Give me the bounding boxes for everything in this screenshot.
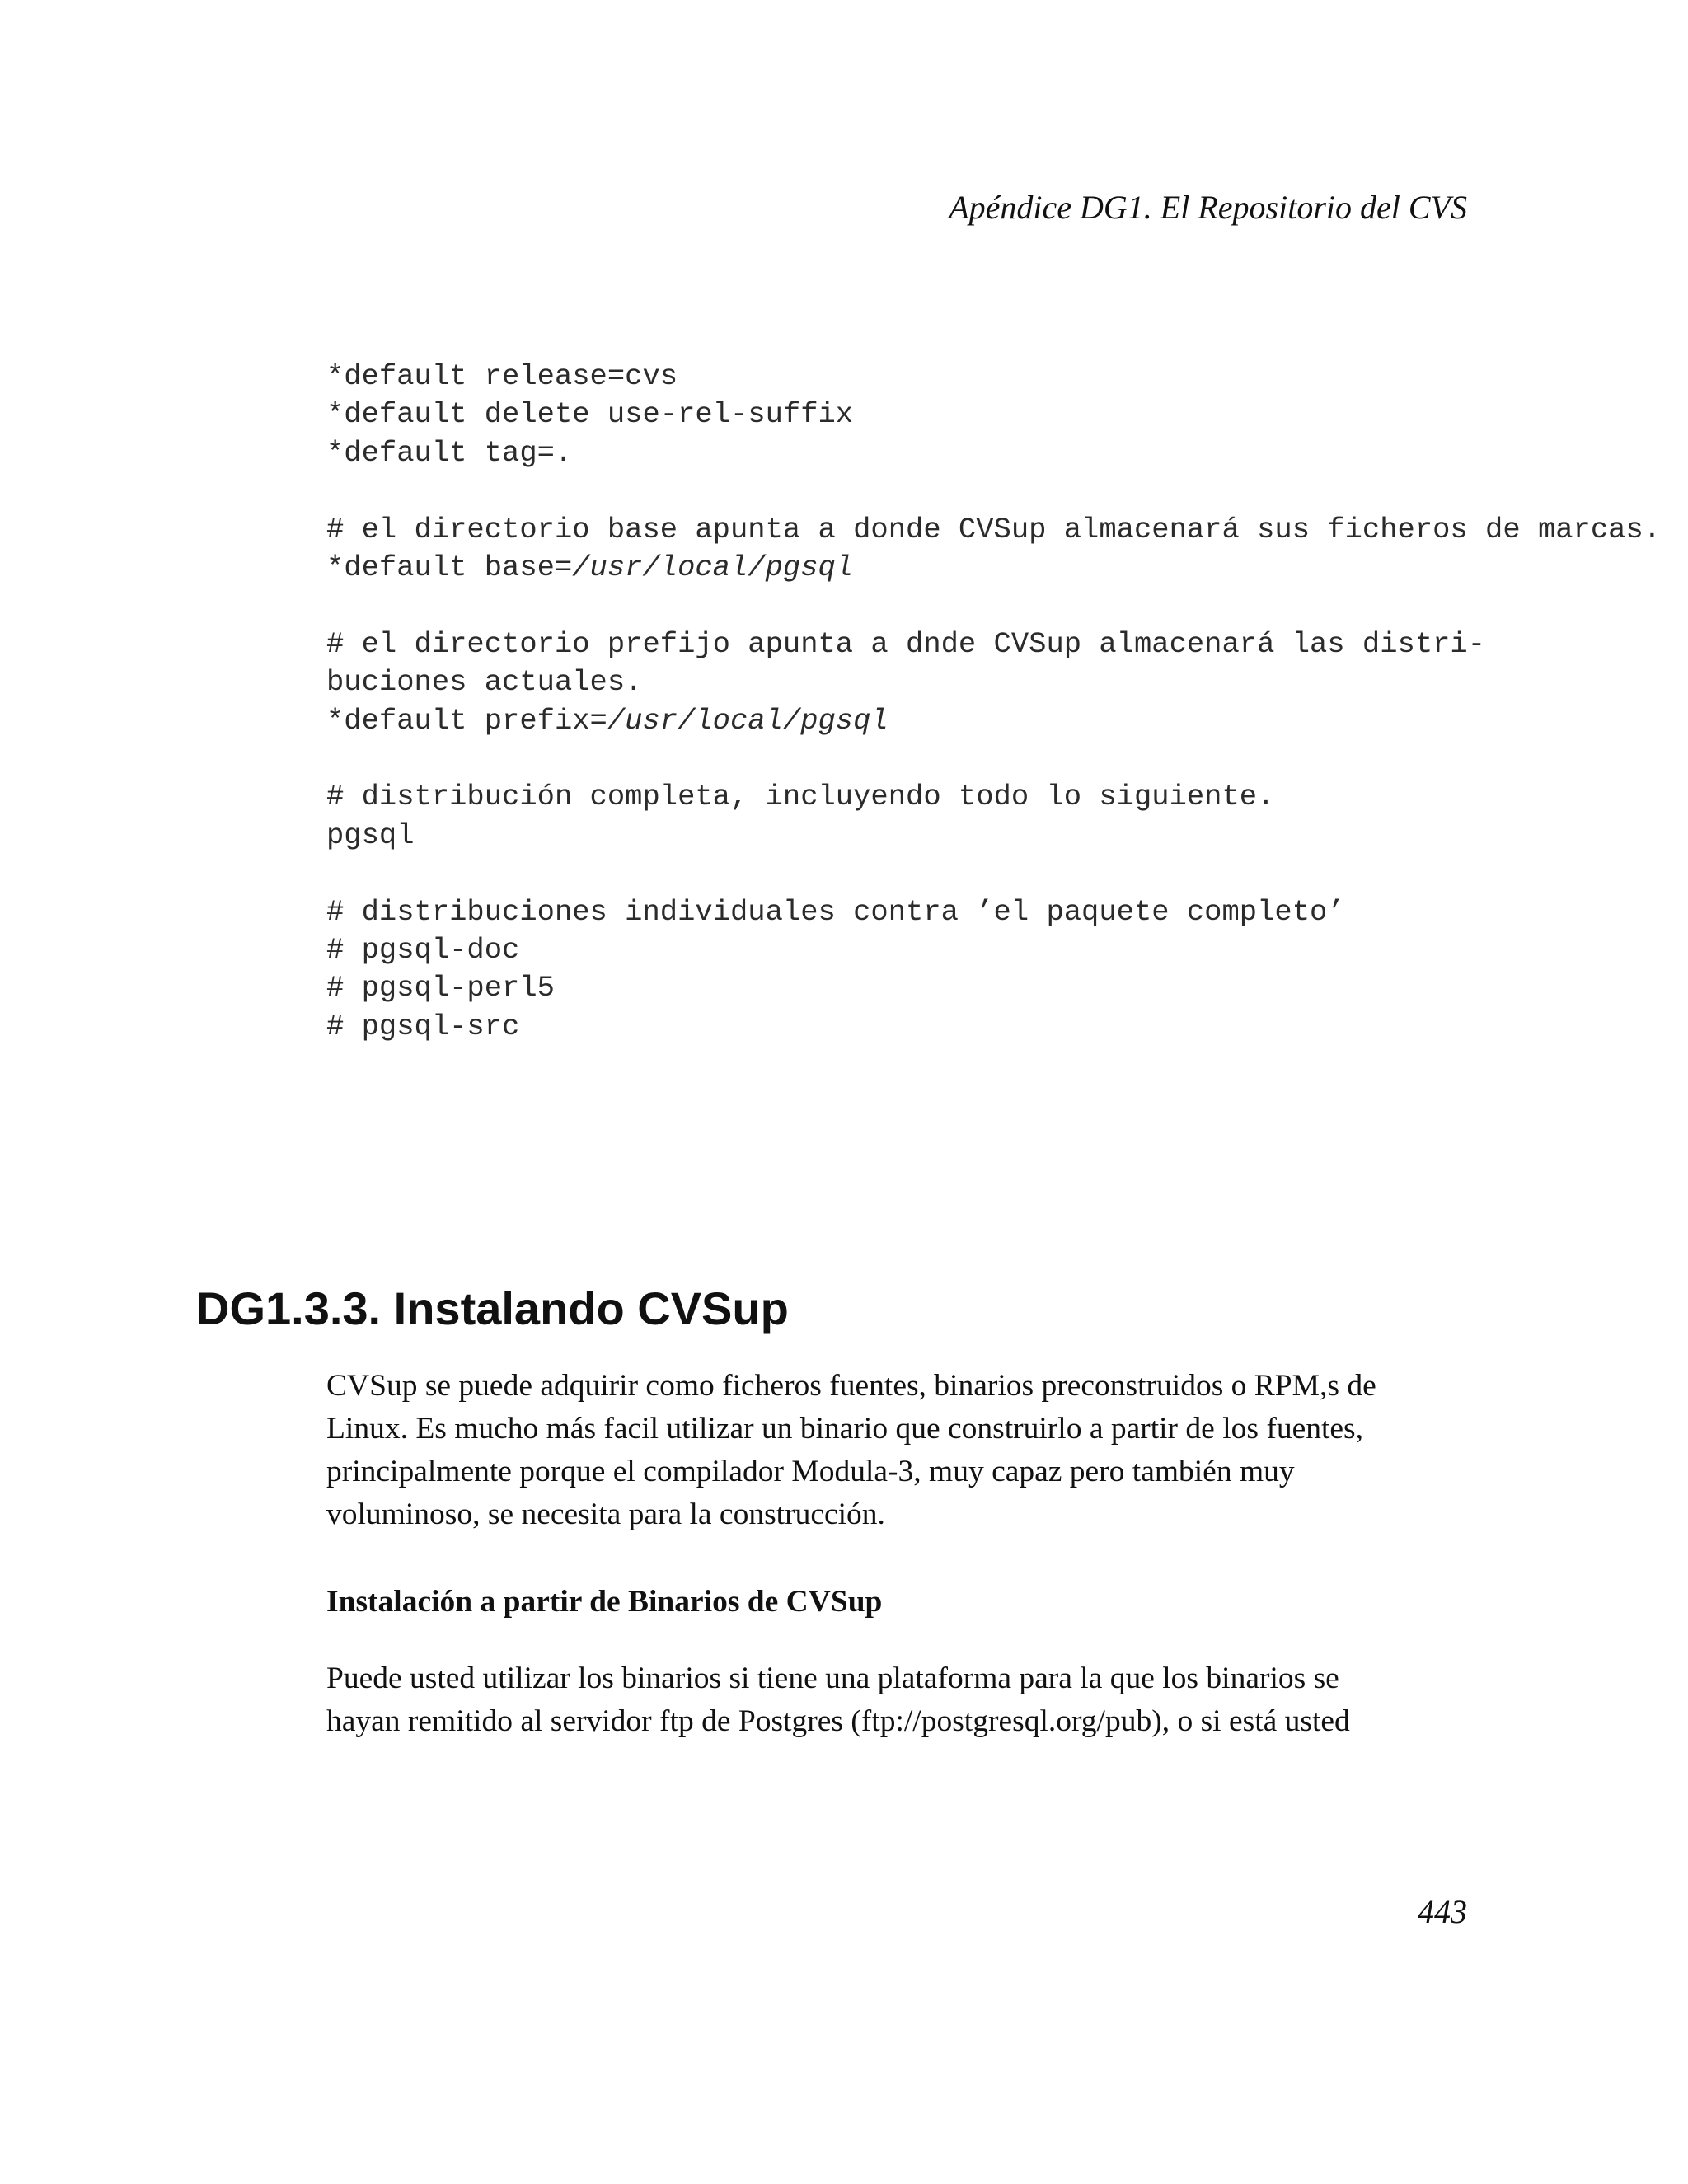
running-header: Apéndice DG1. El Repositorio del CVS: [949, 189, 1467, 226]
paragraph-line: hayan remitido al servidor ftp de Postgres (ftp://postgresql.org/pub), o si está usted: [326, 1704, 1350, 1738]
code-comment-line: # el directorio prefijo apunta a dnde CVSup almacenará las distri-: [326, 626, 1486, 661]
code-blank-line: [326, 855, 1661, 893]
code-comment-line: # pgsql-doc: [326, 933, 520, 968]
code-comment-line: # pgsql-perl5: [326, 971, 555, 1005]
code-line: *default tag=.: [326, 435, 573, 470]
paragraph-line: voluminoso, se necesita para la construcción.: [326, 1497, 885, 1531]
intro-paragraph: [326, 1365, 1376, 1536]
code-line: *default delete use-rel-suffix: [326, 397, 854, 432]
code-line: pgsql: [326, 818, 415, 852]
code-blank-line: [326, 472, 1661, 510]
paragraph-line: Puede usted utilizar los binarios si tiene una plataforma para la que los binarios se: [326, 1661, 1339, 1695]
page-number: 443: [1418, 1893, 1467, 1930]
code-comment-line: # distribuciones individuales contra ’el paquete completo’: [326, 894, 1345, 929]
code-path-italic: /usr/local/pgsql: [572, 551, 854, 585]
code-comment-line: # pgsql-src: [326, 1009, 520, 1043]
code-line: *default prefix=/usr/local/pgsql: [326, 703, 889, 738]
code-line: *default base=/usr/local/pgsql: [326, 551, 854, 585]
code-blank-line: [326, 740, 1661, 778]
code-line: *default release=cvs: [326, 359, 678, 393]
paragraph-line: principalmente porque el compilador Modula-3, muy capaz pero también muy: [326, 1455, 1295, 1488]
code-comment-line: buciones actuales.: [326, 665, 643, 700]
code-comment-line: # el directorio base apunta a donde CVSup almacenará sus ficheros de marcas.: [326, 512, 1662, 546]
code-comment-line: # distribución completa, incluyendo todo lo siguiente.: [326, 780, 1275, 814]
code-block: [326, 358, 1661, 1046]
code-blank-line: [326, 587, 1661, 625]
paragraph-line: CVSup se puede adquirir como ficheros fuentes, binarios preconstruidos o RPM,s de: [326, 1369, 1376, 1403]
section-title: DG1.3.3. Instalando CVSup: [196, 1282, 789, 1334]
paragraph-line: Linux. Es mucho más facil utilizar un binario que construirlo a partir de los fuentes,: [326, 1412, 1363, 1446]
binary-install-paragraph: [326, 1657, 1350, 1743]
code-path-italic: /usr/local/pgsql: [607, 703, 889, 738]
subsection-heading: Instalación a partir de Binarios de CVSup: [326, 1585, 883, 1619]
